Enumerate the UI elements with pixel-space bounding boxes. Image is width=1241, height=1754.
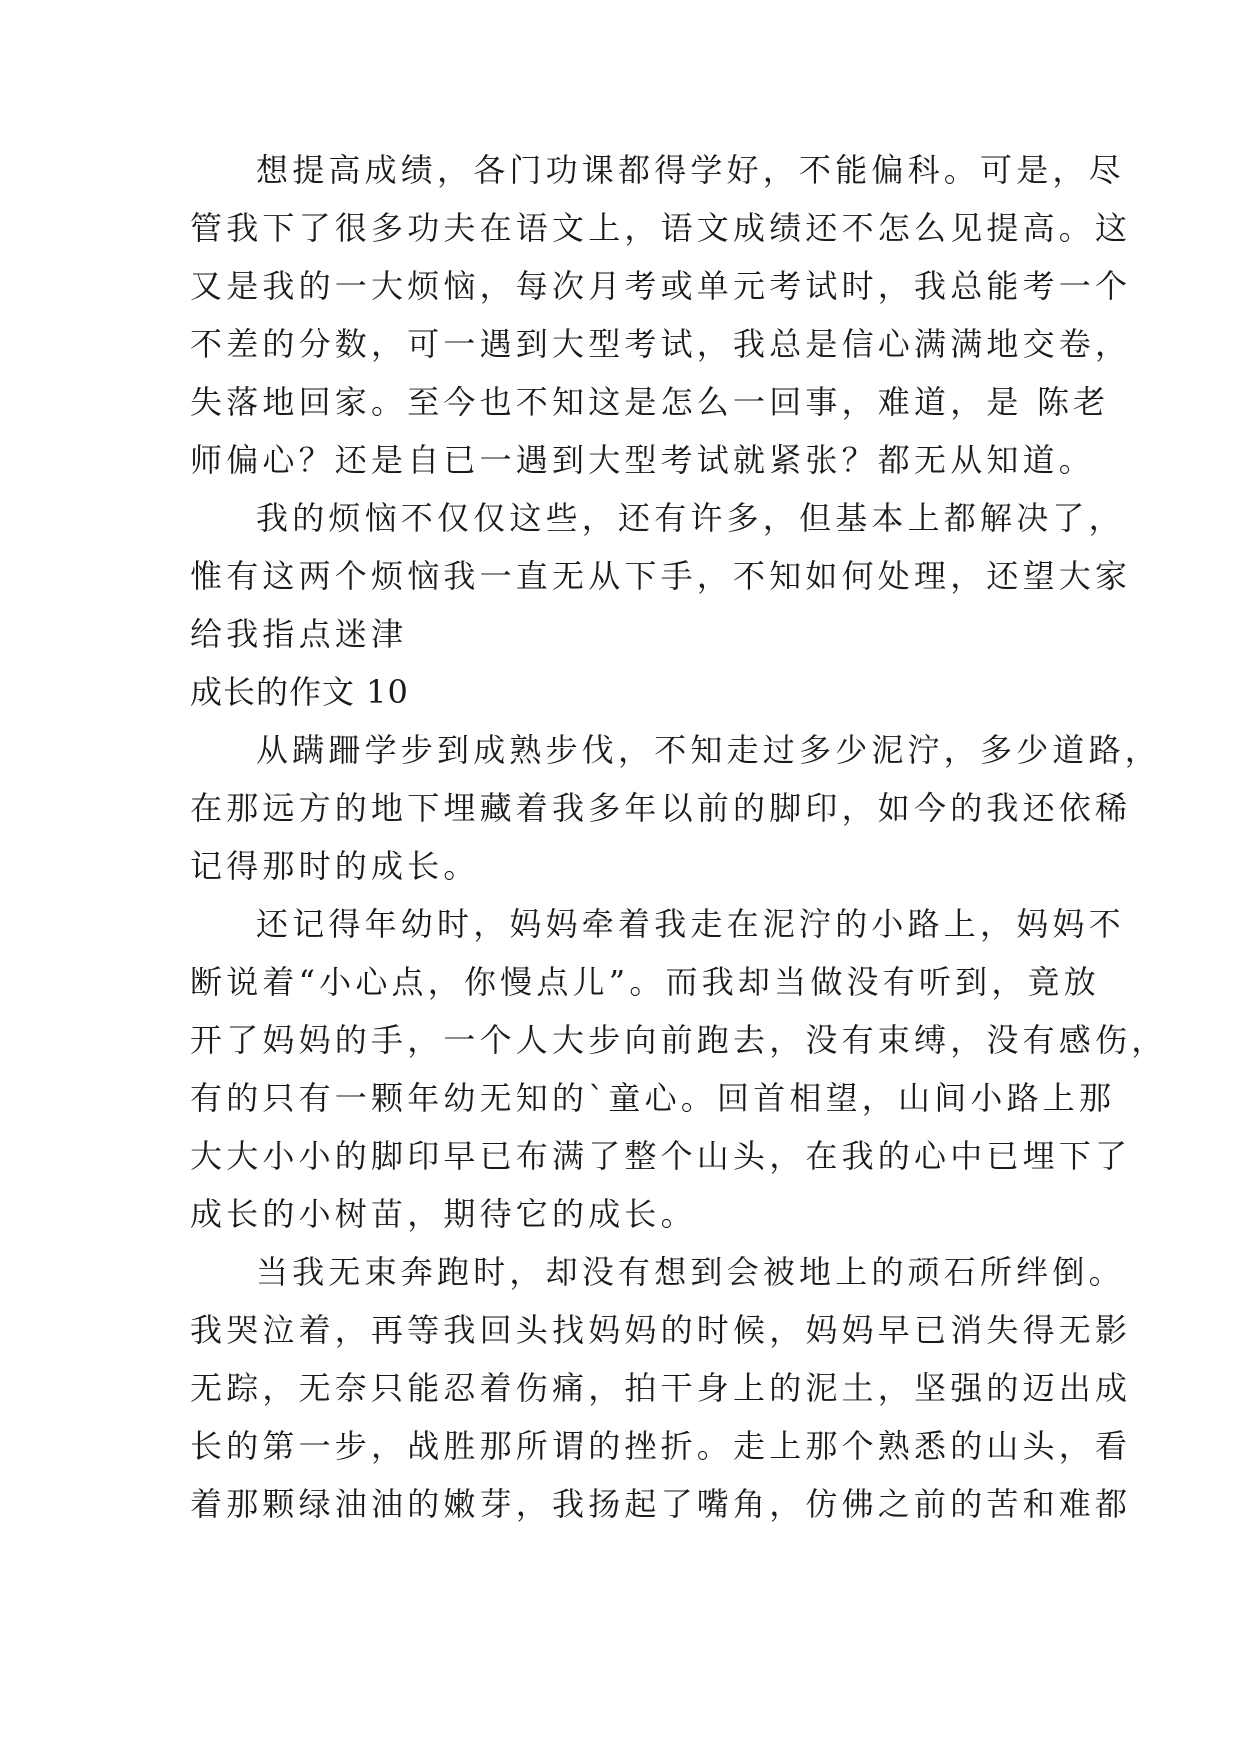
paragraph-line: 惟有这两个烦恼我一直无从下手，不知如何处理，还望大家 — [190, 557, 1132, 595]
paragraph-line: 在那远方的地下埋藏着我多年以前的脚印，如今的我还依稀 — [190, 789, 1132, 827]
paragraph-line: 着那颗绿油油的嫩芽，我扬起了嘴角，仿佛之前的苦和难都 — [190, 1485, 1132, 1523]
paragraph-line: 又是我的一大烦恼，每次月考或单元考试时，我总能考一个 — [190, 267, 1132, 305]
paragraph-line: 给我指点迷津 — [190, 615, 408, 653]
paragraph-line: 断说着“小心点，你慢点儿”。而我却当做没有听到，竟放 — [190, 963, 1100, 1001]
paragraph-line: 我哭泣着，再等我回头找妈妈的时候，妈妈早已消失得无影 — [190, 1311, 1132, 1349]
paragraph-line: 还记得年幼时，妈妈牵着我走在泥泞的小路上，妈妈不 — [256, 905, 1125, 943]
paragraph-line: 当我无束奔跑时，却没有想到会被地上的顽石所绊倒。 — [256, 1253, 1125, 1291]
paragraph-line: 失落地回家。至今也不知这是怎么一回事，难道，是 陈老 — [190, 383, 1110, 421]
paragraph-line: 长的第一步，战胜那所谓的挫折。走上那个熟悉的山头，看 — [190, 1427, 1132, 1465]
paragraph-line: 成长的小树苗，期待它的成长。 — [190, 1195, 697, 1233]
paragraph-line: 有的只有一颗年幼无知的`童心。回首相望，山间小路上那 — [190, 1079, 1116, 1117]
paragraph-line: 无踪，无奈只能忍着伤痛，拍干身上的泥土，坚强的迈出成 — [190, 1369, 1132, 1407]
paragraph-line: 不差的分数，可一遇到大型考试，我总是信心满满地交卷， — [190, 325, 1132, 363]
paragraph-line: 我的烦恼不仅仅这些，还有许多，但基本上都解决了， — [256, 499, 1125, 537]
paragraph-line: 开了妈妈的手，一个人大步向前跑去，没有束缚，没有感伤， — [190, 1021, 1168, 1059]
section-heading: 成长的作文 10 — [190, 673, 409, 711]
paragraph-line: 管我下了很多功夫在语文上，语文成绩还不怎么见提高。这 — [190, 209, 1132, 247]
paragraph-line: 记得那时的成长。 — [190, 847, 480, 885]
paragraph-line: 从蹒跚学步到成熟步伐，不知走过多少泥泞，多少道路， — [256, 731, 1162, 769]
paragraph-line: 想提高成绩，各门功课都得学好，不能偏科。可是，尽 — [256, 151, 1125, 189]
paragraph-line: 师偏心？还是自已一遇到大型考试就紧张？都无从知道。 — [190, 441, 1096, 479]
paragraph-line: 大大小小的脚印早已布满了整个山头，在我的心中已埋下了 — [190, 1137, 1132, 1175]
